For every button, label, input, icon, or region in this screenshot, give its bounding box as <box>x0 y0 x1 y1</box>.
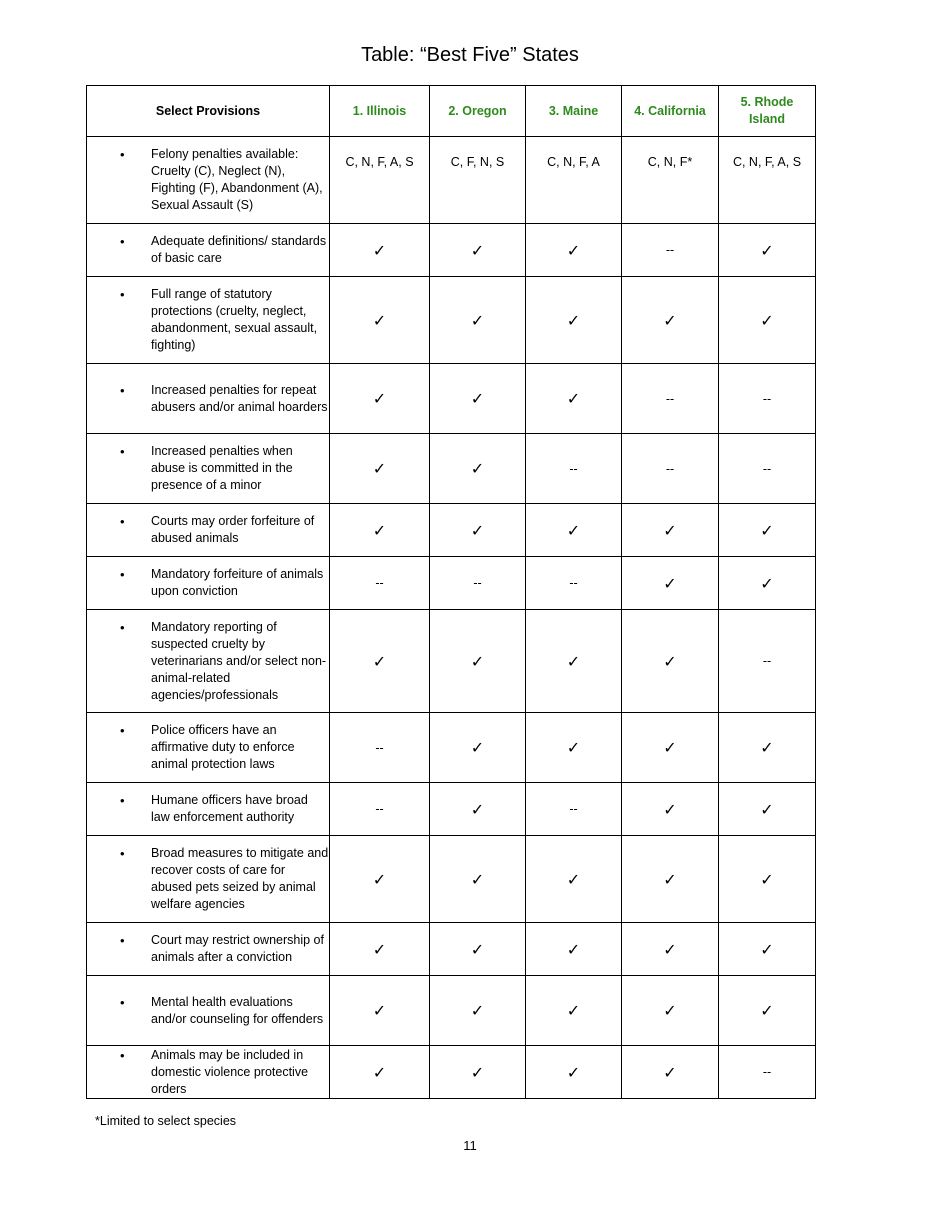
checkmark-icon: ✓ <box>470 310 485 330</box>
provision-cell <box>87 923 330 976</box>
header-california: 4. California <box>622 86 719 137</box>
value-cell <box>526 1046 622 1099</box>
value-cell <box>526 976 622 1046</box>
value-cell <box>526 923 622 976</box>
value-cell <box>330 610 430 713</box>
provision-text: Animals may be included in domestic violence protective orders <box>151 1047 309 1096</box>
value-text: -- <box>569 802 578 816</box>
value-cell <box>526 783 622 836</box>
bullet-icon: • <box>120 933 125 948</box>
value-cell <box>430 364 526 434</box>
table-row <box>87 783 816 836</box>
provision-cell <box>87 137 330 224</box>
value-cell <box>430 610 526 713</box>
checkmark-icon: ✓ <box>663 799 677 819</box>
value-cell <box>719 224 816 277</box>
value-text: C, N, F, A <box>547 155 600 169</box>
checkmark-icon: ✓ <box>663 651 677 671</box>
value-cell <box>526 137 622 224</box>
value-text: C, N, F, A, S <box>345 155 414 169</box>
value-cell <box>622 364 719 434</box>
provision-cell <box>87 1046 330 1099</box>
value-cell <box>719 783 816 836</box>
table-row <box>87 713 816 783</box>
provision-cell <box>87 364 330 434</box>
value-cell <box>430 923 526 976</box>
checkmark-icon: ✓ <box>372 651 387 671</box>
value-cell <box>430 277 526 364</box>
bullet-icon: • <box>120 287 125 302</box>
provision-text: Mental health evaluations and/or counseling for offenders <box>151 994 324 1026</box>
value-cell <box>719 504 816 557</box>
value-cell <box>719 713 816 783</box>
checkmark-icon: ✓ <box>470 520 485 540</box>
table-row <box>87 364 816 434</box>
bullet-icon: • <box>120 147 125 162</box>
provision-text: Felony penalties available: Cruelty (C), Neglect (N), Fighting (F), Abandonment (A), Sexual Assault (S) <box>151 147 323 212</box>
checkmark-icon: ✓ <box>760 939 774 959</box>
provision-text: Mandatory reporting of suspected cruelty by veterinarians and/or select non-animal-related agencies/professionals <box>151 619 327 702</box>
value-cell <box>330 434 430 504</box>
checkmark-icon: ✓ <box>760 869 774 889</box>
value-text: -- <box>473 576 482 590</box>
checkmark-icon: ✓ <box>470 1062 485 1082</box>
table-row <box>87 277 816 364</box>
value-cell <box>330 277 430 364</box>
table-row <box>87 434 816 504</box>
checkmark-icon: ✓ <box>760 310 774 330</box>
value-cell <box>330 364 430 434</box>
value-cell <box>430 504 526 557</box>
value-cell <box>526 224 622 277</box>
value-text: C, F, N, S <box>450 155 505 169</box>
value-text: -- <box>762 1065 772 1079</box>
checkmark-icon: ✓ <box>663 520 677 540</box>
provision-text: Police officers have an affirmative duty to enforce animal protection laws <box>151 723 295 771</box>
value-cell <box>622 783 719 836</box>
value-text: -- <box>762 461 772 476</box>
checkmark-icon: ✓ <box>566 389 581 408</box>
table-row <box>87 836 816 923</box>
value-cell <box>430 434 526 504</box>
value-text: -- <box>569 461 578 476</box>
value-cell <box>719 137 816 224</box>
value-cell <box>430 137 526 224</box>
value-cell <box>719 1046 816 1099</box>
checkmark-icon: ✓ <box>566 651 581 671</box>
value-cell <box>719 434 816 504</box>
value-text: -- <box>762 391 772 406</box>
value-cell <box>719 923 816 976</box>
checkmark-icon: ✓ <box>470 459 485 478</box>
provision-cell <box>87 713 330 783</box>
table-header-row <box>87 86 816 137</box>
table-row <box>87 224 816 277</box>
provision-cell <box>87 976 330 1046</box>
provision-cell <box>87 504 330 557</box>
checkmark-icon: ✓ <box>372 939 387 959</box>
table-row <box>87 1046 816 1099</box>
value-cell <box>719 277 816 364</box>
value-cell <box>526 434 622 504</box>
value-text: -- <box>665 461 675 476</box>
value-text: -- <box>375 576 384 590</box>
provision-cell <box>87 836 330 923</box>
value-cell <box>526 504 622 557</box>
checkmark-icon: ✓ <box>566 240 581 260</box>
value-cell <box>330 923 430 976</box>
bullet-icon: • <box>120 444 125 459</box>
provision-text: Humane officers have broad law enforcement authority <box>151 793 308 824</box>
value-cell <box>330 836 430 923</box>
value-cell <box>719 836 816 923</box>
value-cell <box>330 557 430 610</box>
checkmark-icon: ✓ <box>372 1001 387 1020</box>
value-cell <box>430 1046 526 1099</box>
value-text: C, N, F* <box>647 155 693 169</box>
value-cell <box>330 976 430 1046</box>
bullet-icon: • <box>120 1047 125 1063</box>
value-cell <box>330 713 430 783</box>
value-cell <box>430 836 526 923</box>
provision-text: Court may restrict ownership of animals after a conviction <box>151 933 324 964</box>
bullet-icon: • <box>120 567 125 582</box>
value-cell <box>719 364 816 434</box>
value-cell <box>526 713 622 783</box>
value-cell <box>430 557 526 610</box>
value-text: -- <box>375 740 384 755</box>
value-cell <box>526 557 622 610</box>
checkmark-icon: ✓ <box>470 869 485 889</box>
value-cell <box>622 137 719 224</box>
checkmark-icon: ✓ <box>663 869 677 889</box>
value-cell <box>526 836 622 923</box>
provision-text: Increased penalties when abuse is committed in the presence of a minor <box>151 444 293 492</box>
checkmark-icon: ✓ <box>663 573 677 593</box>
checkmark-icon: ✓ <box>663 310 677 330</box>
checkmark-icon: ✓ <box>566 310 581 330</box>
checkmark-icon: ✓ <box>470 1001 485 1020</box>
checkmark-icon: ✓ <box>760 1001 774 1020</box>
checkmark-icon: ✓ <box>760 738 774 757</box>
checkmark-icon: ✓ <box>470 240 485 260</box>
value-cell <box>622 836 719 923</box>
checkmark-icon: ✓ <box>663 1001 677 1020</box>
value-cell <box>719 976 816 1046</box>
provision-text: Mandatory forfeiture of animals upon conviction <box>151 567 324 598</box>
value-cell <box>430 783 526 836</box>
value-text: -- <box>665 391 675 406</box>
provision-text: Adequate definitions/ standards of basic care <box>151 234 327 265</box>
checkmark-icon: ✓ <box>663 939 677 959</box>
checkmark-icon: ✓ <box>566 869 581 889</box>
provision-cell <box>87 783 330 836</box>
value-cell <box>622 224 719 277</box>
value-cell <box>430 713 526 783</box>
table-row <box>87 137 816 224</box>
header-illinois: 1. Illinois <box>330 86 430 137</box>
value-text: -- <box>762 654 772 668</box>
value-cell <box>622 504 719 557</box>
checkmark-icon: ✓ <box>470 389 485 408</box>
value-cell <box>622 610 719 713</box>
provision-cell <box>87 610 330 713</box>
value-cell <box>719 557 816 610</box>
table-row <box>87 976 816 1046</box>
value-cell <box>719 610 816 713</box>
value-cell <box>622 923 719 976</box>
table-row <box>87 923 816 976</box>
provision-text: Broad measures to mitigate and recover costs of care for abused pets seized by animal welfare agencies <box>151 846 329 911</box>
provision-cell <box>87 277 330 364</box>
value-text: -- <box>665 243 675 257</box>
checkmark-icon: ✓ <box>372 459 387 478</box>
checkmark-icon: ✓ <box>760 799 774 819</box>
checkmark-icon: ✓ <box>372 310 387 330</box>
table-row <box>87 504 816 557</box>
bullet-icon: • <box>120 793 125 808</box>
checkmark-icon: ✓ <box>760 573 774 593</box>
value-cell <box>622 713 719 783</box>
checkmark-icon: ✓ <box>663 738 677 757</box>
checkmark-icon: ✓ <box>566 520 581 540</box>
checkmark-icon: ✓ <box>760 240 774 260</box>
value-cell <box>330 504 430 557</box>
provision-text: Full range of statutory protections (cruelty, neglect, abandonment, sexual assault, fighting) <box>151 287 318 352</box>
checkmark-icon: ✓ <box>470 738 485 757</box>
checkmark-icon: ✓ <box>566 738 581 757</box>
bullet-icon: • <box>120 846 125 861</box>
bullet-icon: • <box>120 514 125 529</box>
value-text: -- <box>569 576 578 590</box>
value-cell <box>330 1046 430 1099</box>
table-row <box>87 610 816 713</box>
bullet-icon: • <box>120 619 125 635</box>
value-cell <box>430 976 526 1046</box>
header-rhode-island: 5. Rhode Island <box>719 86 816 137</box>
checkmark-icon: ✓ <box>372 240 387 260</box>
provision-cell <box>87 434 330 504</box>
value-cell <box>622 277 719 364</box>
value-cell <box>330 783 430 836</box>
value-cell <box>622 557 719 610</box>
value-cell <box>430 224 526 277</box>
value-cell <box>526 277 622 364</box>
checkmark-icon: ✓ <box>566 1001 581 1020</box>
checkmark-icon: ✓ <box>470 799 485 819</box>
provision-cell <box>87 557 330 610</box>
provision-text: Increased penalties for repeat abusers and/or animal hoarders <box>151 382 328 414</box>
value-cell <box>622 976 719 1046</box>
table-row <box>87 557 816 610</box>
value-text: C, N, F, A, S <box>732 155 802 169</box>
value-cell <box>330 224 430 277</box>
header-select-provisions: Select Provisions <box>87 86 330 137</box>
bullet-icon: • <box>120 234 125 249</box>
bullet-icon: • <box>120 994 125 1010</box>
checkmark-icon: ✓ <box>470 651 485 671</box>
checkmark-icon: ✓ <box>760 520 774 540</box>
checkmark-icon: ✓ <box>663 1062 677 1082</box>
bullet-icon: • <box>120 382 125 398</box>
value-cell <box>622 1046 719 1099</box>
footnote: *Limited to select species <box>95 1114 237 1128</box>
value-cell <box>526 364 622 434</box>
page-title: Table: “Best Five” States <box>361 44 579 66</box>
value-text: -- <box>375 802 384 816</box>
checkmark-icon: ✓ <box>566 1062 581 1082</box>
checkmark-icon: ✓ <box>372 869 387 889</box>
page-number: 11 <box>463 1138 477 1153</box>
checkmark-icon: ✓ <box>372 1062 387 1082</box>
checkmark-icon: ✓ <box>372 520 387 540</box>
best-five-states-table <box>86 85 816 1099</box>
value-cell <box>330 137 430 224</box>
header-oregon: 2. Oregon <box>430 86 526 137</box>
bullet-icon: • <box>120 723 125 738</box>
provision-text: Courts may order forfeiture of abused animals <box>151 514 315 545</box>
checkmark-icon: ✓ <box>372 389 387 408</box>
checkmark-icon: ✓ <box>566 939 581 959</box>
provision-cell <box>87 224 330 277</box>
value-cell <box>526 610 622 713</box>
header-maine: 3. Maine <box>526 86 622 137</box>
checkmark-icon: ✓ <box>470 939 485 959</box>
value-cell <box>622 434 719 504</box>
